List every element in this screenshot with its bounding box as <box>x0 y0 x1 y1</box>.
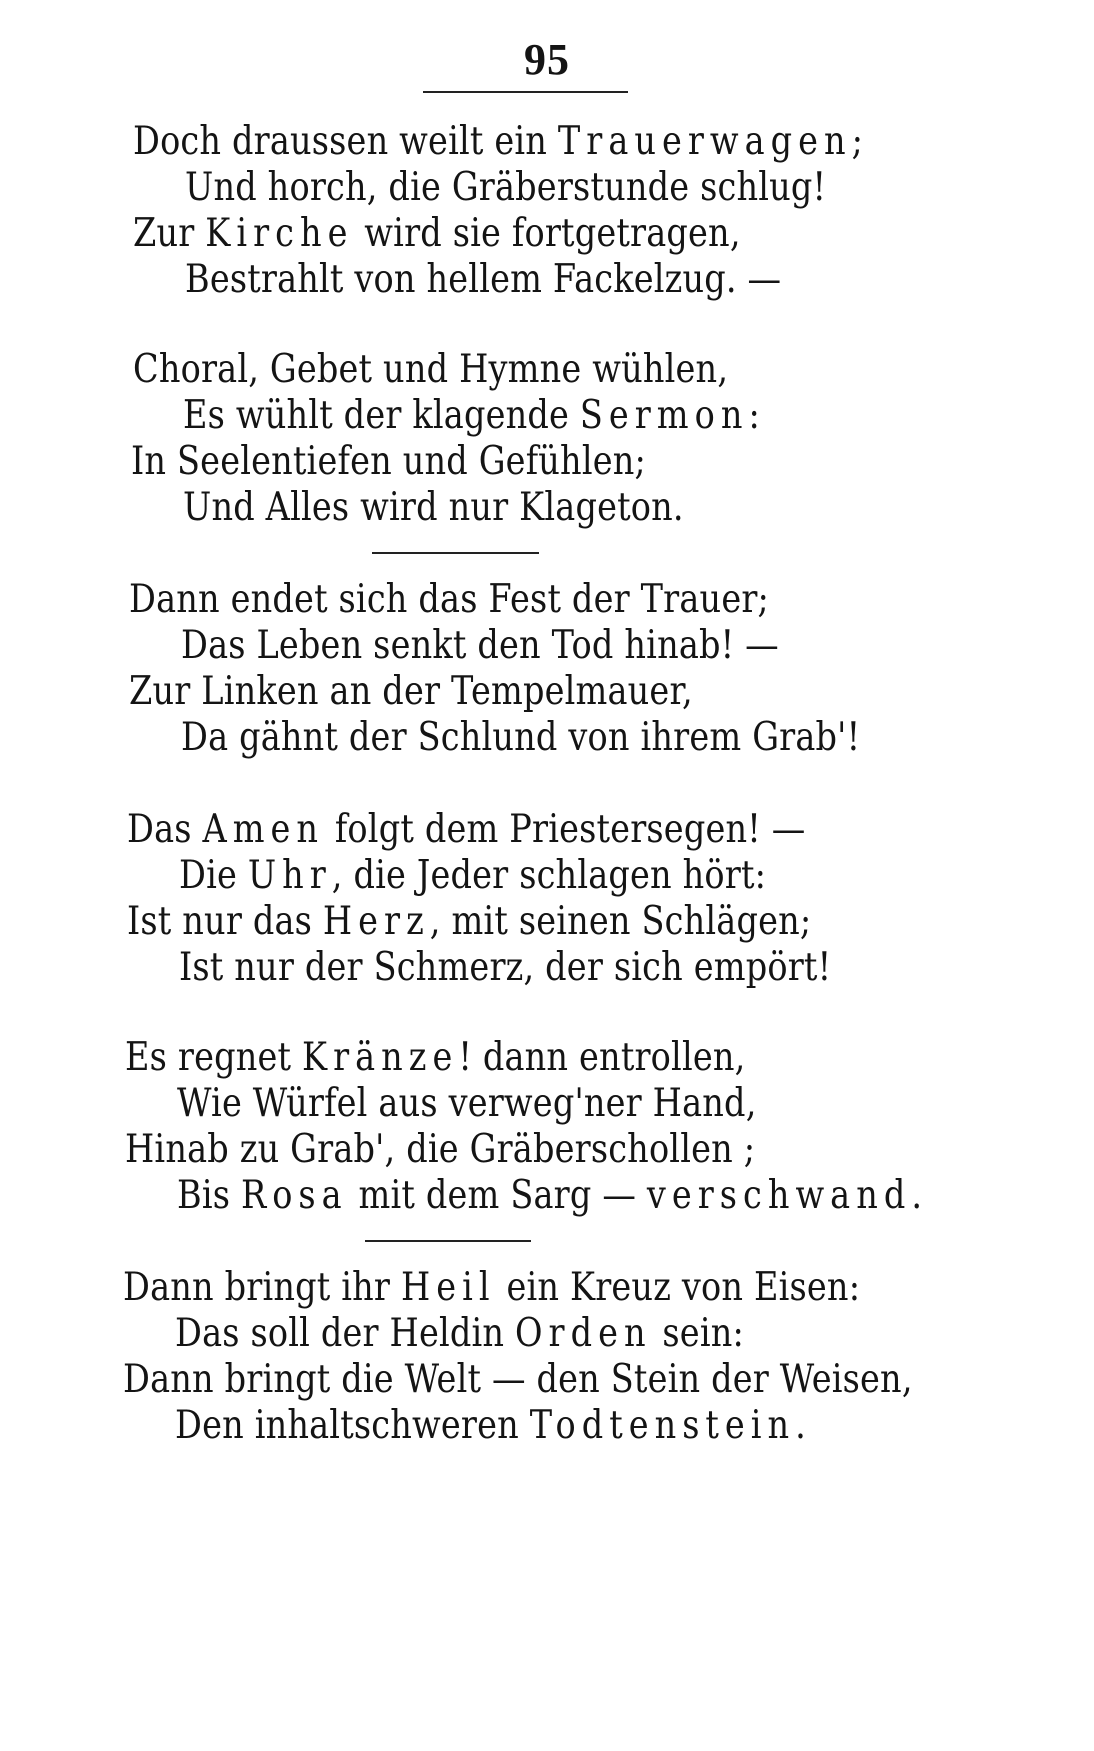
line-text: ein Kreuz von Eisen: <box>495 1265 861 1310</box>
line-text: Ist nur der Schmerz, der sich empört! <box>179 945 832 990</box>
poem-line <box>133 118 863 166</box>
poem-line <box>123 1264 860 1312</box>
line-text: . <box>911 1173 923 1218</box>
line-text: Hinab zu Grab', die Gräberschollen ; <box>125 1127 756 1172</box>
poem-line <box>123 1356 913 1404</box>
line-text: Choral, Gebet und Hymne wühlen, <box>133 347 729 392</box>
line-text: Dann bringt ihr <box>123 1265 401 1310</box>
poem-line <box>179 852 766 900</box>
line-text: Das soll der Heldin <box>175 1311 516 1356</box>
line-text: Das <box>127 807 203 852</box>
line-text: , die Jeder schlagen hört: <box>331 853 767 898</box>
poem-line <box>185 164 826 212</box>
line-text: Zur <box>133 211 206 256</box>
spaced-word: Rosa <box>240 1173 348 1218</box>
spaced-word: Trauerwagen <box>557 119 852 164</box>
section-divider <box>372 552 539 554</box>
poem-line <box>133 346 728 394</box>
poem-line <box>127 806 805 854</box>
line-text: Ist nur das <box>127 899 323 944</box>
line-text: Die <box>179 853 248 898</box>
line-text: Zur Linken an der Tempelmauer, <box>129 669 693 714</box>
line-text: Und Alles wird nur Klageton. <box>183 485 684 530</box>
line-text: Doch draussen weilt ein <box>133 119 558 164</box>
line-text: . <box>795 1403 807 1448</box>
spaced-word: Herz <box>322 899 430 944</box>
poem-line <box>177 1172 922 1220</box>
poem-line <box>183 484 684 532</box>
line-text: Und horch, die Gräberstunde schlug! <box>185 165 827 210</box>
line-text: Wie Würfel aus verweg'ner Hand, <box>177 1081 757 1126</box>
line-text: sein: <box>651 1311 744 1356</box>
line-text: Bis <box>177 1173 241 1218</box>
line-text: folgt dem Priestersegen! — <box>324 807 806 852</box>
line-text: Den inhaltschweren <box>175 1403 530 1448</box>
line-text: Bestrahlt von hellem Fackelzug. — <box>185 257 782 302</box>
poem-line <box>175 1402 806 1450</box>
poem-line <box>179 944 831 992</box>
poem-line <box>133 210 741 258</box>
poem-line <box>185 256 781 304</box>
line-text: mit dem Sarg — <box>347 1173 647 1218</box>
section-divider <box>365 1240 531 1242</box>
spaced-word: Kirche <box>205 211 354 256</box>
line-text: ! dann entrollen, <box>458 1035 746 1080</box>
poem-line <box>125 1126 755 1174</box>
line-text: Das Leben senkt den Tod hinab! — <box>181 623 779 668</box>
line-text: In Seelentiefen und Gefühlen; <box>131 439 647 484</box>
line-text: Es wühlt der klagende <box>183 393 580 438</box>
spaced-word: Heil <box>400 1265 496 1310</box>
poem-line <box>129 576 769 624</box>
poem-line <box>127 898 811 946</box>
poem-line <box>131 438 646 486</box>
spaced-word: verschwand <box>646 1173 912 1218</box>
line-text: ; <box>851 119 864 164</box>
spaced-word: Kränze <box>302 1035 459 1080</box>
spaced-word: Todtenstein <box>529 1403 796 1448</box>
spaced-word: Orden <box>515 1311 652 1356</box>
poem-line <box>181 622 779 670</box>
poem-line <box>129 668 693 716</box>
spaced-word: Amen <box>202 807 325 852</box>
spaced-word: Sermon <box>579 393 749 438</box>
spaced-word: Uhr <box>247 853 332 898</box>
poem-line <box>181 714 860 762</box>
line-text: Dann bringt die Welt — den Stein der Weisen, <box>123 1357 913 1402</box>
line-text: Da gähnt der Schlund von ihrem Grab'! <box>181 715 861 760</box>
line-text: Dann endet sich das Fest der Trauer; <box>129 577 770 622</box>
line-text: wird sie fortgetragen, <box>353 211 741 256</box>
page-number: 95 <box>524 35 570 84</box>
poem-line <box>175 1310 744 1358</box>
line-text: Es regnet <box>125 1035 303 1080</box>
line-text: : <box>748 393 760 438</box>
poem-line <box>177 1080 757 1128</box>
poem-line <box>125 1034 745 1082</box>
poem-line <box>183 392 760 440</box>
line-text: , mit seinen Schlägen; <box>429 899 812 944</box>
